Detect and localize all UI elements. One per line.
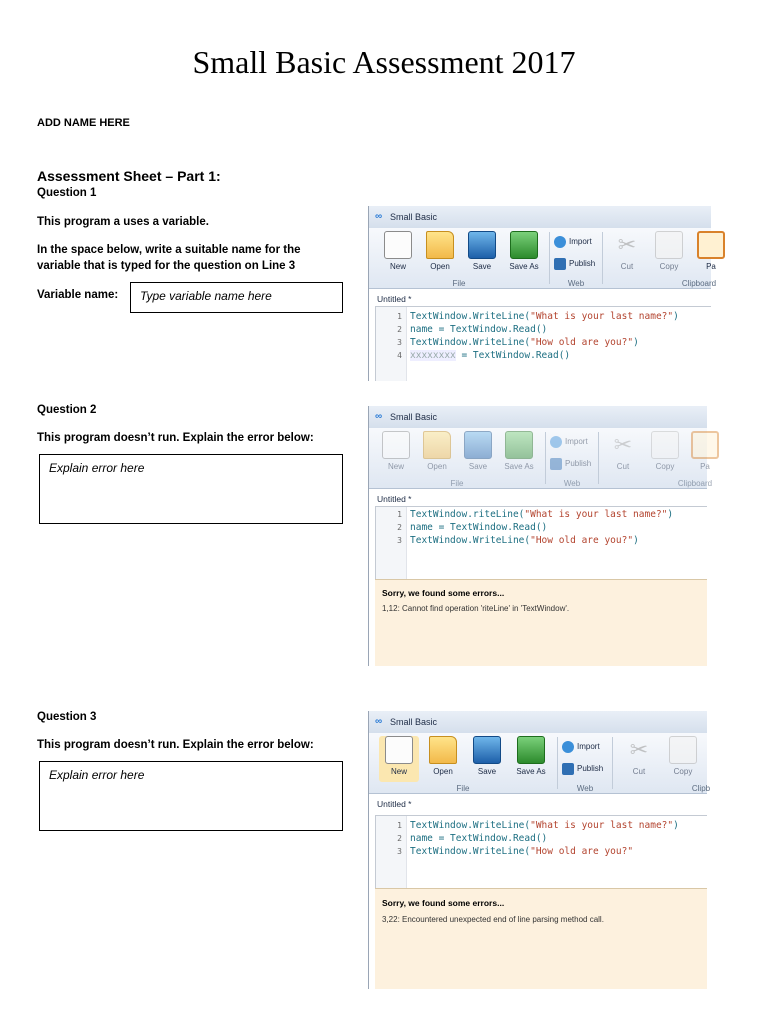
- code-line: 3 TextWindow.WriteLine("How old are you?": [397, 846, 634, 857]
- save-button[interactable]: Save: [462, 231, 502, 277]
- code-line: 1 TextWindow.WriteLine("What is your last name?"): [397, 820, 679, 831]
- code-line: 2 name = TextWindow.Read(): [397, 522, 548, 533]
- error-panel: [375, 579, 707, 666]
- code-line: 4 xxxxxxxx = TextWindow.Read(): [397, 350, 571, 361]
- import-button[interactable]: Import: [562, 741, 600, 753]
- new-file-icon: [382, 431, 410, 459]
- open-button[interactable]: Open: [420, 231, 460, 277]
- publish-button[interactable]: Publish: [550, 458, 591, 470]
- publish-icon: [562, 763, 574, 775]
- error-panel: [375, 888, 707, 989]
- question-1-instruction-line2: variable that is typed for the question on Line 3: [37, 260, 296, 272]
- window-title: Small Basic: [390, 412, 438, 422]
- new-button[interactable]: New: [378, 231, 418, 277]
- variable-name-field[interactable]: [130, 282, 343, 313]
- code-line: 1 TextWindow.riteLine("What is your last name?"): [397, 509, 674, 520]
- window-title: Small Basic: [390, 717, 438, 727]
- small-basic-screenshot-2: [368, 406, 713, 666]
- code-editor[interactable]: [375, 306, 711, 381]
- window-titlebar: [369, 206, 711, 228]
- disk-icon: [473, 736, 501, 764]
- section-heading: Assessment Sheet – Part 1:: [37, 168, 221, 184]
- error-message[interactable]: 1,12: Cannot find operation 'riteLine' in 'TextWindow'.: [382, 604, 570, 613]
- publish-button[interactable]: Publish: [562, 763, 603, 775]
- copy-icon: [655, 231, 683, 259]
- cut-button[interactable]: ✂ Cut: [603, 431, 643, 477]
- globe-icon: [550, 436, 562, 448]
- error-message[interactable]: 3,22: Encountered unexpected end of line parsing method call.: [382, 915, 604, 924]
- error-title: Sorry, we found some errors...: [382, 588, 505, 598]
- window-titlebar: [369, 406, 707, 428]
- question-1-label: Question 1: [37, 187, 97, 199]
- globe-icon: [554, 236, 566, 248]
- new-file-icon: [384, 231, 412, 259]
- new-button[interactable]: New: [376, 431, 416, 477]
- save-as-icon: [510, 231, 538, 259]
- file-group-label: File: [452, 279, 466, 288]
- document-tab[interactable]: Untitled *: [377, 494, 412, 504]
- page-title: Small Basic Assessment 2017: [192, 44, 576, 80]
- folder-icon: [426, 231, 454, 259]
- clipboard-group-label: Clipboard: [677, 479, 713, 488]
- question-3-label: Question 3: [37, 711, 97, 723]
- copy-button[interactable]: Copy: [645, 431, 685, 477]
- clipboard-group-label: Clipb: [691, 784, 711, 793]
- file-group-label: File: [456, 784, 470, 793]
- question-3-text: This program doesn’t run. Explain the error below:: [37, 739, 314, 751]
- code-line: 3 TextWindow.WriteLine("How old are you?"): [397, 535, 639, 546]
- code-line: 2 name = TextWindow.Read(): [397, 833, 548, 844]
- paste-button[interactable]: Pa: [685, 431, 725, 477]
- save-as-icon: [505, 431, 533, 459]
- small-basic-screenshot-1: [368, 206, 717, 381]
- clipboard-icon: [691, 431, 719, 459]
- web-group-label: Web: [563, 479, 581, 488]
- save-button[interactable]: Save: [467, 736, 507, 782]
- question-1-instruction-line1: In the space below, write a suitable name for the: [37, 244, 301, 256]
- save-as-icon: [517, 736, 545, 764]
- folder-icon: [429, 736, 457, 764]
- open-button[interactable]: Open: [423, 736, 463, 782]
- window-titlebar: [369, 711, 707, 733]
- obscured-variable: xxxxxxxx: [410, 350, 456, 361]
- publish-button[interactable]: Publish: [554, 258, 595, 270]
- scissors-icon: ✂: [629, 737, 649, 762]
- variable-name-label: Variable name:: [37, 289, 119, 301]
- question-2-answer-box[interactable]: [39, 454, 343, 524]
- code-line: 1 TextWindow.WriteLine("What is your last name?"): [397, 311, 679, 322]
- copy-button[interactable]: Copy: [663, 736, 703, 782]
- disk-icon: [464, 431, 492, 459]
- document-tab[interactable]: Untitled *: [377, 294, 412, 304]
- question-2-label: Question 2: [37, 404, 97, 416]
- ribbon-toolbar: [369, 228, 717, 289]
- file-group-label: File: [450, 479, 464, 488]
- small-basic-logo-icon: ∞: [375, 716, 383, 727]
- window-title: Small Basic: [390, 212, 438, 222]
- save-as-button[interactable]: Save As: [499, 431, 539, 477]
- save-as-button[interactable]: Save As: [504, 231, 544, 277]
- ribbon-toolbar: [369, 733, 711, 794]
- publish-icon: [550, 458, 562, 470]
- copy-icon: [651, 431, 679, 459]
- clipboard-group-label: Clipboard: [681, 279, 717, 288]
- code-line: 2 name = TextWindow.Read(): [397, 324, 548, 335]
- small-basic-screenshot-3: [368, 711, 711, 989]
- cut-button[interactable]: ✂ Cut: [619, 736, 659, 782]
- paste-button[interactable]: Pa: [691, 231, 731, 277]
- copy-icon: [669, 736, 697, 764]
- document-tab[interactable]: Untitled *: [377, 799, 412, 809]
- import-button[interactable]: Import: [554, 236, 592, 248]
- question-3-answer-box[interactable]: [39, 761, 343, 831]
- globe-icon: [562, 741, 574, 753]
- question-3-answer-placeholder: Explain error here: [49, 768, 145, 782]
- publish-icon: [554, 258, 566, 270]
- question-2-answer-placeholder: Explain error here: [49, 461, 145, 475]
- question-1-text: This program a uses a variable.: [37, 216, 209, 228]
- scissors-icon: ✂: [617, 232, 637, 257]
- small-basic-logo-icon: ∞: [375, 211, 383, 222]
- student-name-placeholder[interactable]: ADD NAME HERE: [37, 117, 130, 129]
- new-button[interactable]: New: [379, 736, 419, 782]
- save-as-button[interactable]: Save As: [511, 736, 551, 782]
- code-line: 3 TextWindow.WriteLine("How old are you?"): [397, 337, 639, 348]
- web-group-label: Web: [576, 784, 594, 793]
- save-button[interactable]: Save: [458, 431, 498, 477]
- copy-button[interactable]: Copy: [649, 231, 689, 277]
- question-2-text: This program doesn’t run. Explain the error below:: [37, 432, 314, 444]
- new-file-icon: [385, 736, 413, 764]
- import-button[interactable]: Import: [550, 436, 588, 448]
- small-basic-logo-icon: ∞: [375, 411, 383, 422]
- clipboard-icon: [697, 231, 725, 259]
- folder-icon: [423, 431, 451, 459]
- variable-name-placeholder: Type variable name here: [140, 289, 272, 303]
- scissors-icon: ✂: [613, 432, 633, 457]
- web-group-label: Web: [567, 279, 585, 288]
- open-button[interactable]: Open: [417, 431, 457, 477]
- disk-icon: [468, 231, 496, 259]
- ribbon-toolbar: [369, 428, 713, 489]
- cut-button[interactable]: ✂ Cut: [607, 231, 647, 277]
- error-title: Sorry, we found some errors...: [382, 898, 505, 908]
